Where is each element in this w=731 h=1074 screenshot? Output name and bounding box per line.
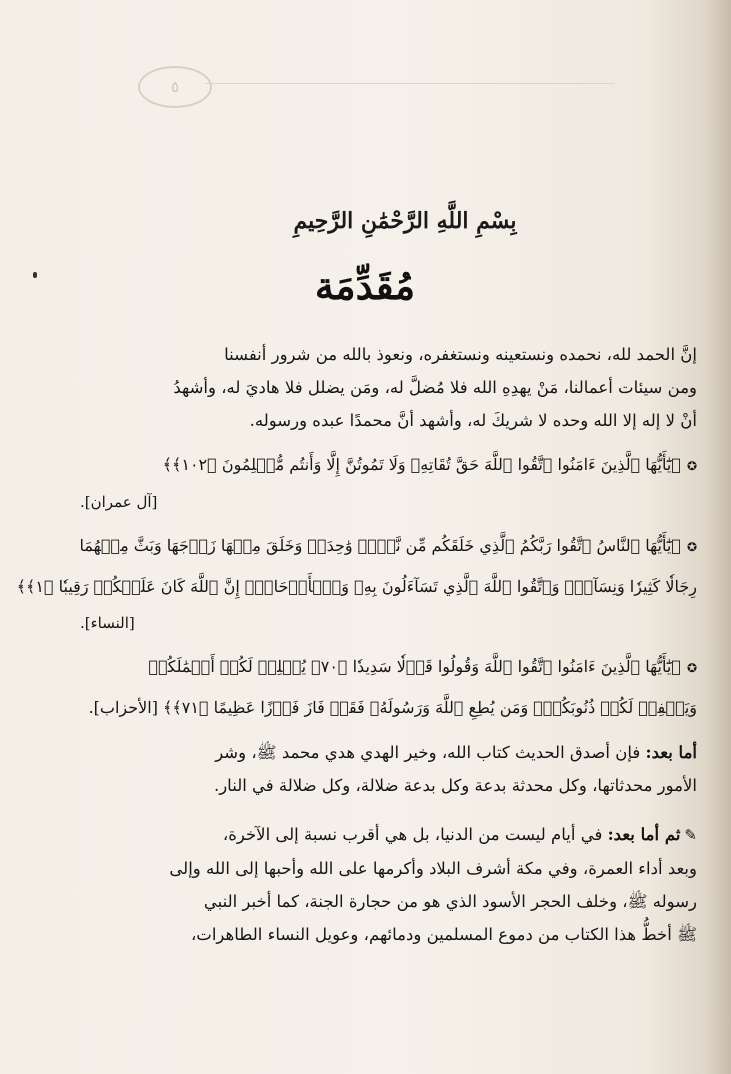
bleed-through-text xyxy=(506,55,721,315)
verse-line: ✪﴿يَٰٓأَيُّهَا ٱلَّذِينَ ءَامَنُوا ٱتَّقُوا ٱللَّهَ حَقَّ تُقَاتِهِۦ وَلَا تَمُوتُنَّ إِلَّا وَأَنتُم مُّسۡلِمُونَ ﴿١٠٢﴾﴾ xyxy=(162,455,697,474)
verse-line: ✪﴿يَٰٓأَيُّهَا ٱلنَّاسُ ٱتَّقُوا رَبَّكُمُ ٱلَّذِي خَلَقَكُم مِّن نَّفۡسٖ وَٰحِدَةٖ وَخَلَقَ مِنۡهَا زَوۡجَهَا وَبَثَّ مِنۡهُمَا xyxy=(79,536,697,555)
bullet-icon: ✪ xyxy=(686,661,697,675)
verse-line: ✪﴿يَٰٓأَيُّهَا ٱلَّذِينَ ءَامَنُوا ٱتَّقُوا ٱللَّهَ وَقُولُوا قَوۡلٗا سَدِيدٗا ﴿٧٠﴾ يُصۡلِحۡ لَكُمۡ أَعۡمَٰلَكُمۡ xyxy=(148,657,697,676)
amma-bad-line: أما بعد: فإن أصدق الحديث كتاب الله، وخير الهدي هدي محمد ﷺ، وشر xyxy=(215,743,697,762)
thumma-line: ﷺ أخطُّ هذا الكتاب من دموع المسلمين ودمائهم، وعويل النساء الطاهرات، xyxy=(190,925,697,944)
verse-line: رِجَالٗا كَثِيرٗا وَنِسَآءٗۚ وَٱتَّقُوا ٱللَّهَ ٱلَّذِي تَسَآءَلُونَ بِهِۦ وَٱلۡأَرۡحَامَۚ إِنَّ ٱللَّهَ كَانَ عَلَيۡكُمۡ رَقِيبٗا ﴿١﴾﴾ xyxy=(16,577,697,596)
header-rule xyxy=(205,83,615,84)
intro-line: أنْ لا إله إلا الله وحده لا شريكَ له، وأشهد أنَّ محمدًا عبده ورسوله. xyxy=(249,411,697,430)
basmala: بِسْمِ اللَّهِ الرَّحْمَٰنِ الرَّحِيمِ xyxy=(293,208,517,234)
amma-bad-lead: أما بعد: xyxy=(645,743,697,762)
thumma-line: رسوله ﷺ، وخلف الحجر الأسود الذي هو من حجارة الجنة، كما أخبر النبي xyxy=(203,892,697,911)
verse-reference: [النساء]. xyxy=(80,614,135,632)
main-text xyxy=(16,338,697,951)
pencil-icon: ✎ xyxy=(684,826,697,844)
page-number: ٥ xyxy=(138,66,212,108)
verse-reference: [آل عمران]. xyxy=(80,493,158,511)
thumma-line: ✎ثم أما بعد: في أيام ليست من الدنيا، بل هي أقرب نسبة إلى الآخرة، xyxy=(222,825,697,844)
bullet-icon: ✪ xyxy=(686,459,697,473)
thumma-lead: ثم أما بعد: xyxy=(607,825,681,844)
intro-line: إنَّ الحمد لله، نحمده ونستعينه ونستغفره، ونعوذ بالله من شرور أنفسنا xyxy=(224,345,697,364)
amma-bad-line: الأمور محدثاتها، وكل محدثة بدعة وكل بدعة ضلالة، وكل ضلالة في النار. xyxy=(213,776,697,795)
intro-line: ومن سيئات أعمالنا، مَنْ يهدِهِ الله فلا مُضلَّ له، ومَن يضلل فلا هاديَ له، وأشهدُ xyxy=(173,378,697,397)
page-title: مُقَدِّمَة xyxy=(314,263,416,308)
bullet-icon: ✪ xyxy=(686,540,697,554)
thumma-line: وبعد أداء العمرة، وفي مكة أشرف البلاد وأكرمها على الله وأحبها إلى الله وإلى xyxy=(169,859,697,878)
verse-line: وَيَغۡفِرۡ لَكُمۡ ذُنُوبَكُمۡۗ وَمَن يُطِعِ ٱللَّهَ وَرَسُولَهُۥ فَقَدۡ فَازَ فَوۡزًا عَظِيمًا ﴿٧١﴾﴾ [الأحزاب]. xyxy=(88,698,697,717)
ink-speck xyxy=(33,272,37,278)
